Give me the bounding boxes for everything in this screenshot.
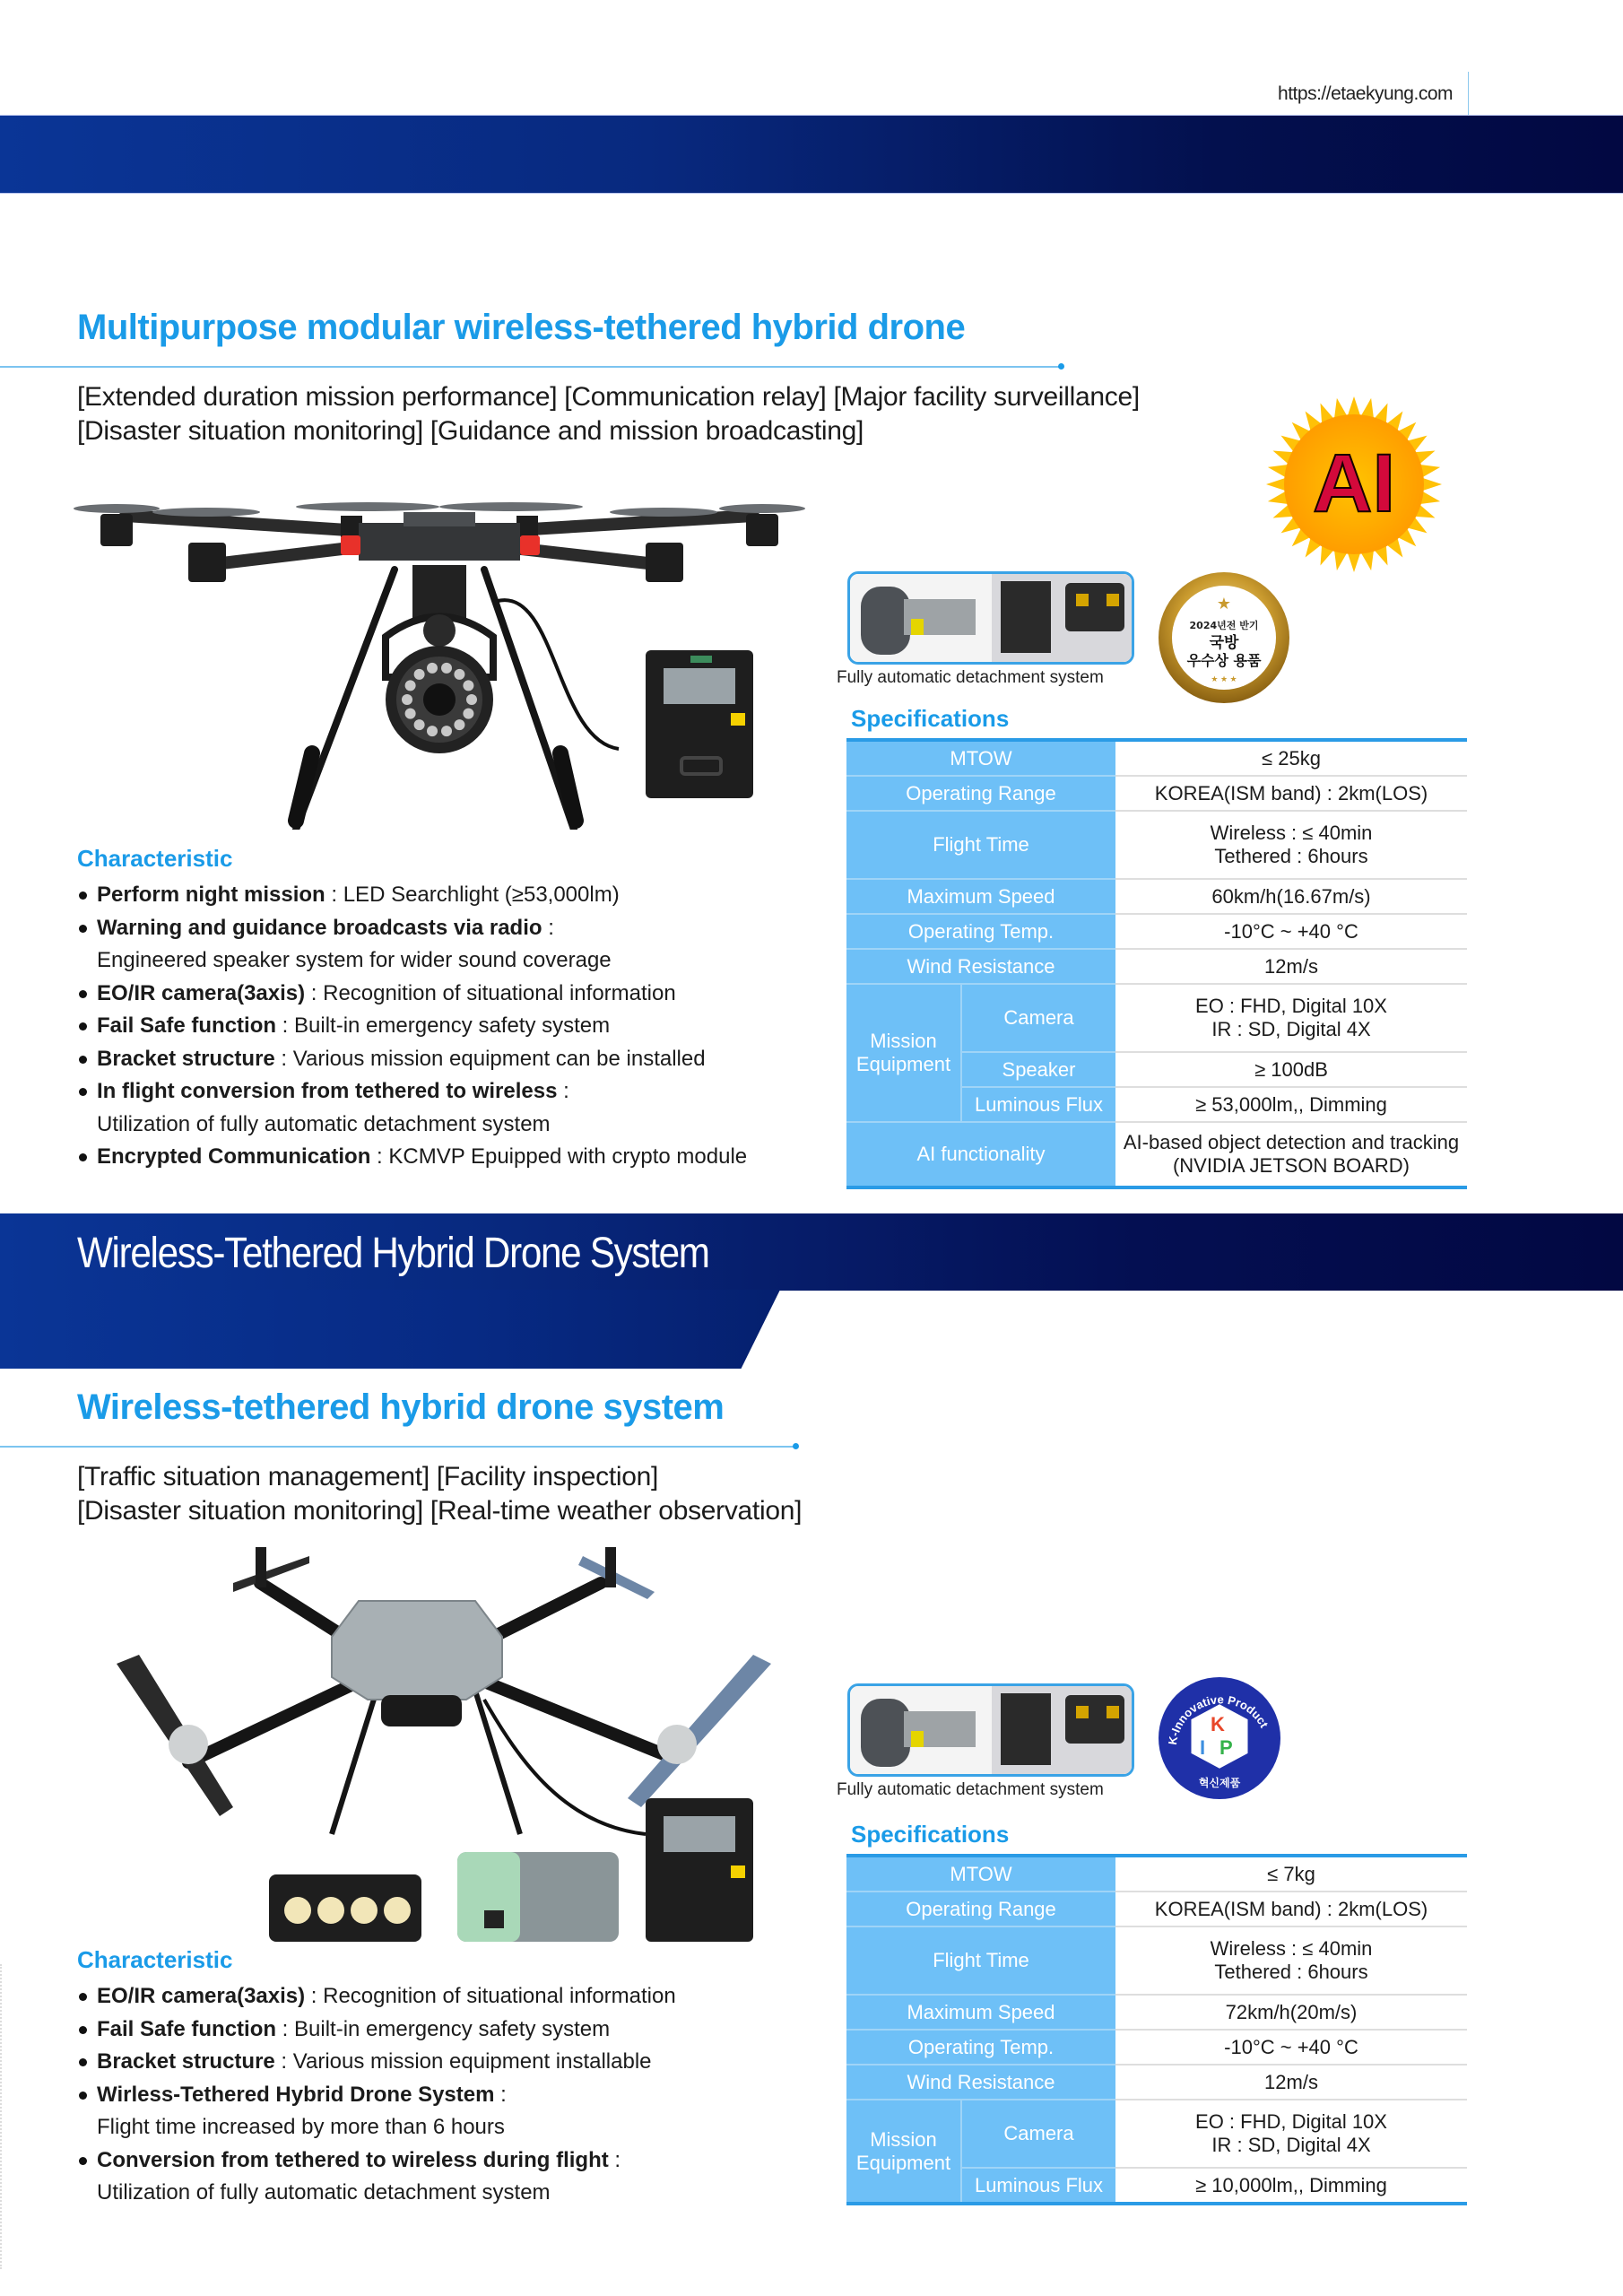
spec-row <box>846 2100 1467 2168</box>
spec-row <box>846 879 1467 914</box>
spec-key: Wind Resistance <box>846 2065 1115 2100</box>
spec-value <box>1115 1926 1467 1995</box>
spec-row <box>846 949 1467 984</box>
spec-value: -10°C ~ +40 °C <box>1115 914 1467 949</box>
characteristic-item <box>77 2046 676 2079</box>
spec-key: Camera <box>961 984 1115 1052</box>
spec-row <box>846 1892 1467 1926</box>
led <box>466 694 477 705</box>
ai-badge <box>1246 395 1462 574</box>
award-stars-icon: ★ ★ ★ <box>1211 674 1237 683</box>
kip-letters-value <box>1194 1711 1195 1712</box>
kip-logo-cube <box>1157 1675 1282 1801</box>
characteristic-item <box>77 2013 676 2047</box>
spec-value-line: EO : FHD, Digital 10X <box>1195 995 1387 1017</box>
spec-row <box>846 1995 1467 2030</box>
characteristic-text: : LED Searchlight (≥53,000lm) <box>325 883 620 907</box>
led <box>405 709 416 719</box>
spec-key: MTOW <box>846 1856 1115 1892</box>
led <box>414 719 425 730</box>
spec-value: ≤ 7kg <box>1115 1856 1467 1892</box>
product1-characteristic-title: Characteristic <box>77 845 233 872</box>
kip-arc-text-path: K-Innovative Product <box>1165 1692 1271 1746</box>
characteristic-item <box>77 879 747 912</box>
characteristic-text: : <box>542 915 554 940</box>
characteristic-text: : Various mission equipment installable <box>274 2049 652 2074</box>
spec-key: Operating Temp. <box>846 2030 1115 2065</box>
product2-spec-title: Specifications <box>851 1821 1010 1848</box>
spec-value-line: Tethered : 6hours <box>1214 1961 1368 1983</box>
ai-sunburst-icon <box>1246 395 1462 574</box>
product2-title: Wireless-tethered hybrid drone system <box>77 1387 725 1427</box>
spec-value <box>1115 1122 1467 1187</box>
spec-value: ≥ 10,000lm,, Dimming <box>1115 2168 1467 2204</box>
bullet-icon <box>79 1056 87 1064</box>
spec-key: Operating Temp. <box>846 914 1115 949</box>
spec-key-line: Mission <box>870 2127 937 2151</box>
spec-row <box>846 740 1467 776</box>
kip-letter-k: K <box>1211 1713 1225 1735</box>
spec-value: ≥ 53,000lm,, Dimming <box>1115 1087 1467 1122</box>
characteristic-continuation: Flight time increased by more than 6 hours <box>97 2115 505 2139</box>
characteristic-text: : Built-in emergency safety system <box>276 2016 611 2041</box>
characteristic-continuation: Utilization of fully automatic detachment system <box>97 2180 551 2205</box>
characteristic-text: : Recognition of situational information <box>305 1984 676 2008</box>
bullet-icon <box>79 1022 87 1031</box>
characteristic-item <box>77 978 747 1011</box>
award-star-icon: ★ <box>1216 595 1232 613</box>
characteristic-text: : Recognition of situational information <box>305 980 676 1005</box>
spec-key: Maximum Speed <box>846 879 1115 914</box>
characteristic-label: Conversion from tethered to wireless during flight <box>97 2147 609 2172</box>
bullet-icon <box>79 2026 87 2034</box>
spec-row <box>846 914 1467 949</box>
spec-row <box>846 811 1467 879</box>
spec-value-line: (NVIDIA JETSON BOARD) <box>1172 1154 1410 1177</box>
hexacopter-drone-image <box>72 489 807 830</box>
characteristic-item <box>77 912 747 978</box>
spec-value: 72km/h(20m/s) <box>1115 1995 1467 2030</box>
spec-key: Speaker <box>961 1052 1115 1087</box>
bullet-icon <box>79 925 87 933</box>
award-line2: 국방 <box>1209 634 1239 652</box>
kip-logo-letters <box>1194 1711 1245 1763</box>
characteristic-label: Bracket structure <box>97 2049 275 2074</box>
product1-characteristic-list <box>77 879 747 1174</box>
spec-key: Operating Range <box>846 1892 1115 1926</box>
led <box>463 680 473 691</box>
spec-value-line: Wireless : ≤ 40min <box>1210 822 1373 844</box>
characteristic-item <box>77 1010 747 1043</box>
characteristic-label: Perform night mission <box>97 883 325 907</box>
characteristic-label: In flight conversion from tethered to wireless <box>97 1079 558 1103</box>
product1-rule-dot <box>1058 363 1064 370</box>
kip-letter-p: P <box>1219 1736 1233 1759</box>
spec-key: Luminous Flux <box>961 1087 1115 1122</box>
spec-key: Wind Resistance <box>846 949 1115 984</box>
detachment-caption: Fully automatic detachment system <box>837 668 1104 687</box>
spec-value-line: AI-based object detection and tracking <box>1123 1131 1460 1153</box>
led <box>427 663 438 674</box>
characteristic-text: : <box>557 1079 569 1103</box>
characteristic-label: EO/IR camera(3axis) <box>97 1984 306 2008</box>
characteristic-label: Warning and guidance broadcasts via radio <box>97 915 542 940</box>
product1-title-rule <box>0 366 1061 368</box>
led <box>454 669 464 680</box>
k-innovative-product-badge <box>1157 1675 1282 1801</box>
characteristic-label: Wirless-Tethered Hybrid Drone System <box>97 2082 495 2107</box>
spec-row <box>846 984 1467 1052</box>
spec-value: 60km/h(16.67m/s) <box>1115 879 1467 914</box>
characteristic-label: EO/IR camera(3axis) <box>97 980 306 1005</box>
spec-key: MTOW <box>846 740 1115 776</box>
spec-value: KOREA(ISM band) : 2km(LOS) <box>1115 1892 1467 1926</box>
bullet-icon <box>79 891 87 900</box>
characteristic-label: Fail Safe function <box>97 2016 277 2041</box>
spec-value-line: Wireless : ≤ 40min <box>1210 1937 1373 1960</box>
spec-row <box>846 1856 1467 1892</box>
product2-spec-table <box>846 1854 1467 2205</box>
spec-value-line: EO : FHD, Digital 10X <box>1195 2110 1387 2133</box>
bullet-icon <box>79 2092 87 2100</box>
spec-row <box>846 1122 1467 1187</box>
characteristic-continuation: Utilization of fully automatic detachment system <box>97 1111 551 1136</box>
characteristic-item <box>77 1043 747 1076</box>
characteristic-text: : <box>608 2147 621 2172</box>
characteristic-item <box>77 1075 747 1141</box>
kip-bottom-text: 혁신제품 <box>1198 1777 1241 1789</box>
spec-value: 12m/s <box>1115 2065 1467 2100</box>
bullet-icon <box>79 1088 87 1096</box>
bullet-icon <box>79 1153 87 1161</box>
spec-key-line: Equipment <box>855 2151 951 2174</box>
characteristic-text: : Built-in emergency safety system <box>276 1013 611 1038</box>
spec-value-line: IR : SD, Digital 4X <box>1211 2134 1371 2156</box>
product2-rule-dot <box>793 1443 799 1449</box>
spec-value: ≤ 25kg <box>1115 740 1467 776</box>
spec-value-line: IR : SD, Digital 4X <box>1211 1018 1371 1040</box>
spec-key-group <box>846 2100 961 2204</box>
quadcopter-system-image <box>99 1529 816 1942</box>
spec-key: Operating Range <box>846 776 1115 811</box>
product2-tag-line: [Disaster situation monitoring] [Real-time weather observation] <box>77 1496 803 1526</box>
product1-spec-title: Specifications <box>851 705 1010 732</box>
product2-characteristic-list <box>77 1980 676 2210</box>
bullet-icon <box>79 2157 87 2165</box>
spec-value <box>1115 2100 1467 2168</box>
spec-row <box>846 2030 1467 2065</box>
defense-award-badge <box>1157 570 1291 705</box>
bullet-icon <box>79 990 87 998</box>
page-edge-marks <box>0 1964 4 2269</box>
led <box>402 694 412 705</box>
spec-value: ≥ 100dB <box>1115 1052 1467 1087</box>
characteristic-label: Bracket structure <box>97 1046 275 1071</box>
top-banner <box>0 115 1623 194</box>
product1-tags <box>77 380 1140 448</box>
characteristic-continuation: Engineered speaker system for wider sound coverage <box>97 948 612 972</box>
led <box>454 719 464 730</box>
characteristic-item <box>77 2079 676 2144</box>
led <box>441 726 452 736</box>
spec-value: KOREA(ISM band) : 2km(LOS) <box>1115 776 1467 811</box>
product1-title: Multipurpose modular wireless-tethered hybrid drone <box>77 308 966 347</box>
bullet-icon <box>79 1993 87 2001</box>
characteristic-text: : Various mission equipment can be installed <box>274 1046 706 1071</box>
spec-key: AI functionality <box>846 1122 1115 1187</box>
product2-title-rule <box>0 1446 798 1448</box>
characteristic-item <box>77 1141 747 1174</box>
spec-value <box>1115 811 1467 879</box>
award-line1: 2024년전 반기 <box>1189 620 1259 631</box>
characteristic-label: Encrypted Communication <box>97 1144 371 1169</box>
spec-key-group <box>846 984 961 1122</box>
led <box>463 709 473 719</box>
spec-key: Luminous Flux <box>961 2168 1115 2204</box>
spec-key-line: Equipment <box>855 1053 951 1075</box>
characteristic-text: : KCMVP Epuipped with crypto module <box>370 1144 748 1169</box>
characteristic-label: Fail Safe function <box>97 1013 277 1038</box>
product1-spec-table <box>846 738 1467 1189</box>
detachment-system-image <box>847 571 1134 665</box>
spec-row <box>846 1926 1467 1995</box>
product2-tags <box>77 1460 802 1528</box>
spec-value: -10°C ~ +40 °C <box>1115 2030 1467 2065</box>
spec-key: Flight Time <box>846 1926 1115 1995</box>
characteristic-item <box>77 1980 676 2013</box>
product2-tag-line: [Traffic situation management] [Facility inspection] <box>77 1462 659 1492</box>
led <box>427 726 438 736</box>
kip-letter-i: I <box>1200 1736 1206 1759</box>
spec-value: 12m/s <box>1115 949 1467 984</box>
product1-tag-line: [Extended duration mission performance] [Communication relay] [Major facility surveillance] <box>77 382 1140 412</box>
section-banner-wedge <box>0 1290 780 1369</box>
detachment-system-image <box>847 1683 1134 1777</box>
spec-key-line: Mission <box>870 1030 937 1052</box>
product2-characteristic-title: Characteristic <box>77 1946 233 1973</box>
led <box>414 669 425 680</box>
characteristic-item <box>77 2144 676 2210</box>
bullet-icon <box>79 2058 87 2066</box>
led <box>405 680 416 691</box>
characteristic-text: : <box>494 2082 507 2107</box>
website-url[interactable]: https://etaekyung.com <box>1278 83 1453 104</box>
award-line3: 우수상 용품 <box>1186 652 1262 669</box>
spec-row <box>846 776 1467 811</box>
spec-value <box>1115 984 1467 1052</box>
spec-value-line: Tethered : 6hours <box>1214 845 1368 867</box>
header-divider <box>1468 72 1469 115</box>
spec-row <box>846 2065 1467 2100</box>
ai-badge-text: AI <box>1313 438 1395 529</box>
section-banner-title: Wireless-Tethered Hybrid Drone System <box>77 1230 709 1277</box>
spec-key: Flight Time <box>846 811 1115 879</box>
spec-key: Camera <box>961 2100 1115 2168</box>
led <box>441 663 452 674</box>
spec-key: Maximum Speed <box>846 1995 1115 2030</box>
detachment-caption: Fully automatic detachment system <box>837 1780 1104 1799</box>
product1-tag-line: [Disaster situation monitoring] [Guidance and mission broadcasting] <box>77 416 864 446</box>
